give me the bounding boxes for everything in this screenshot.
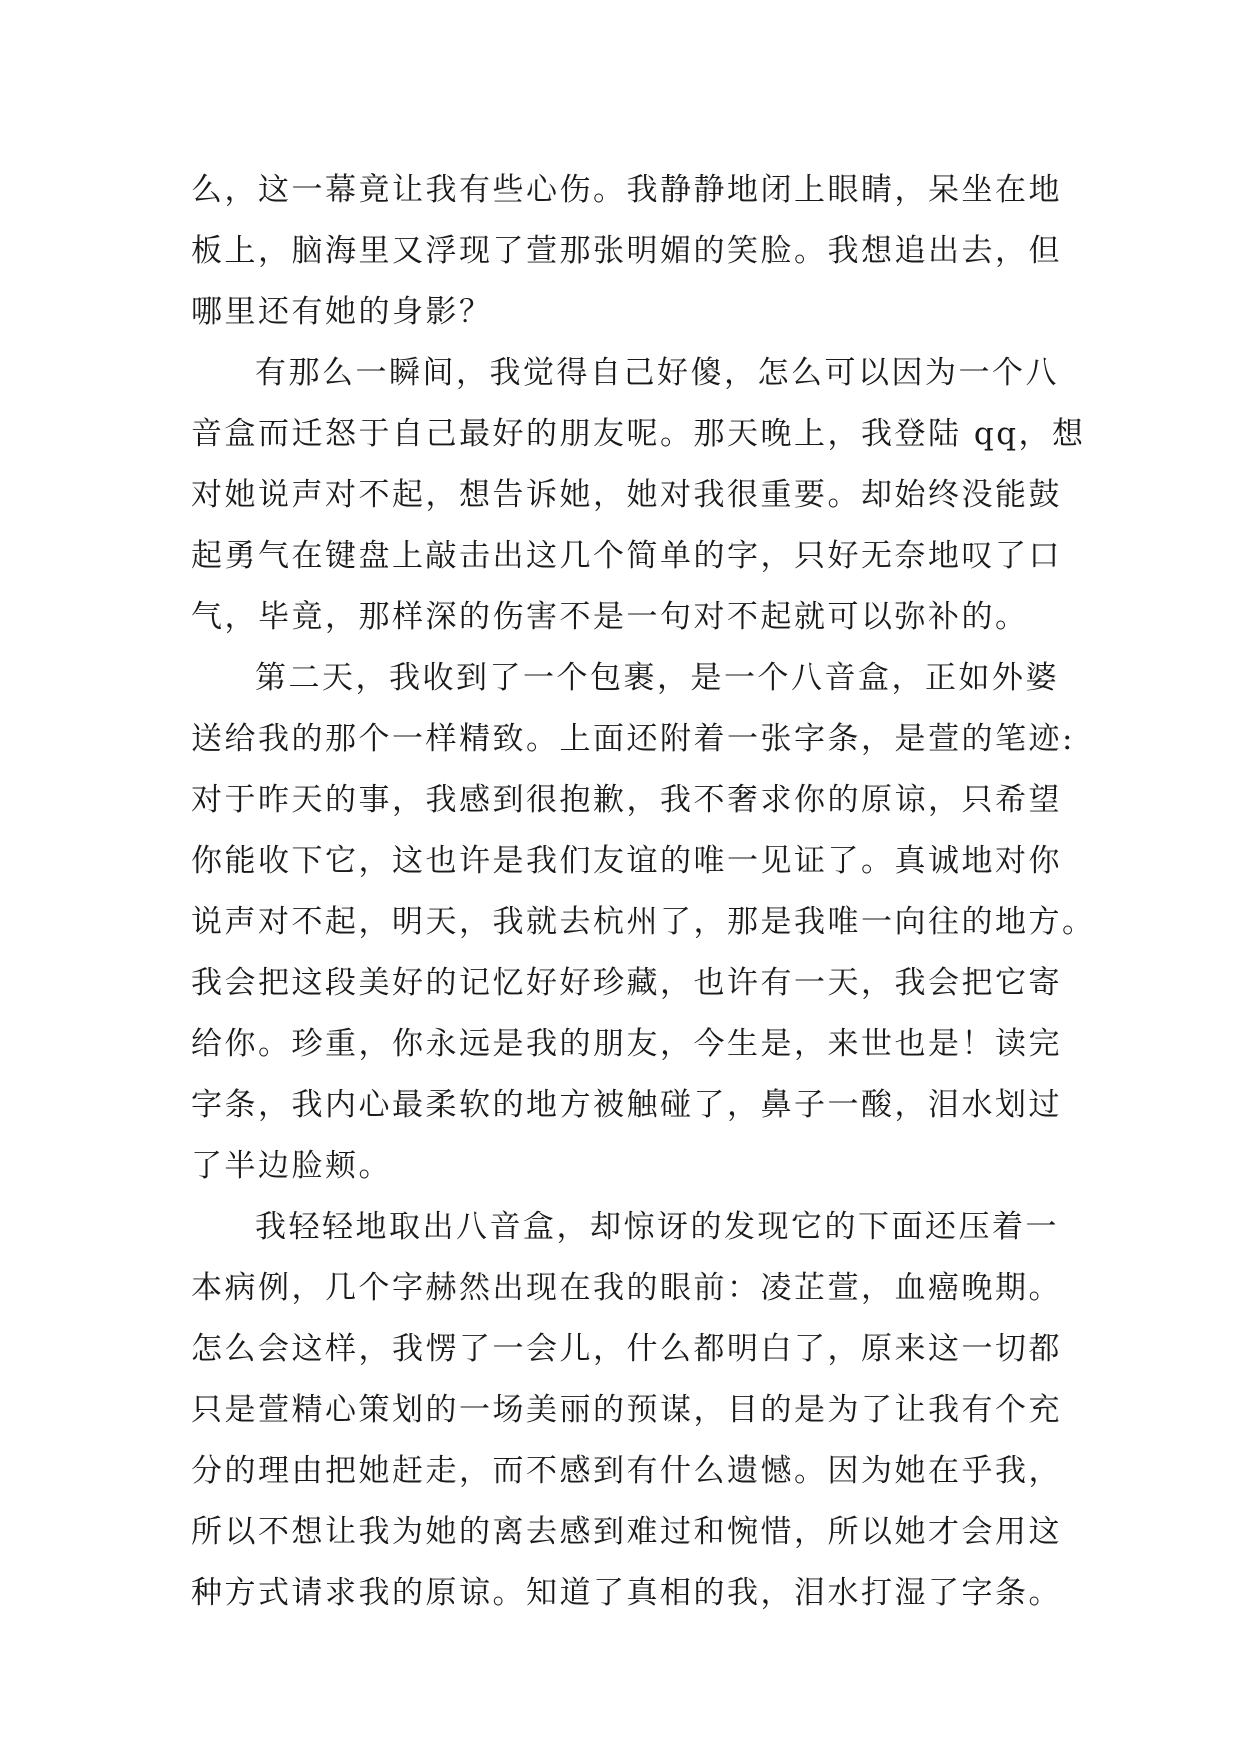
text-line: 第二天，我收到了一个包裹，是一个八音盒，正如外婆 — [255, 660, 1059, 696]
text-line: 有那么一瞬间，我觉得自己好傻，怎么可以因为一个八 — [255, 355, 1059, 391]
text-line: 音盒而迁怒于自己最好的朋友呢。那天晚上，我登陆 qq，想 — [191, 416, 1086, 452]
text-line: 送给我的那个一样精致。上面还附着一张字条，是萱的笔迹: — [191, 721, 1075, 757]
text-line: 我轻轻地取出八音盒，却惊讶的发现它的下面还压着一 — [255, 1209, 1059, 1245]
text-line: 板上，脑海里又浮现了萱那张明媚的笑脸。我想追出去，但 — [191, 233, 1062, 269]
text-line: 只是萱精心策划的一场美丽的预谋，目的是为了让我有个充 — [191, 1392, 1062, 1428]
text-line: 起勇气在键盘上敲击出这几个简单的字，只好无奈地叹了口 — [191, 538, 1062, 574]
paragraph-2 — [191, 343, 1086, 648]
text-line: 对她说声对不起，想告诉她，她对我很重要。却始终没能鼓 — [191, 477, 1062, 513]
text-line: 气，毕竟，那样深的伤害不是一句对不起就可以弥补的。 — [191, 599, 1029, 635]
text-line: 么，这一幕竟让我有些心伤。我静静地闭上眼睛，呆坐在地 — [191, 172, 1062, 208]
text-line: 哪里还有她的身影？ — [191, 294, 493, 330]
text-line: 我会把这段美好的记忆好好珍藏，也许有一天，我会把它寄 — [191, 965, 1062, 1001]
text-line: 说声对不起，明天，我就去杭州了，那是我唯一向往的地方。 — [191, 904, 1096, 940]
text-line: 字条，我内心最柔软的地方被触碰了，鼻子一酸，泪水划过 — [191, 1087, 1062, 1123]
text-line: 怎么会这样，我愣了一会儿，什么都明白了，原来这一切都 — [191, 1331, 1062, 1367]
text-line: 了半边脸颊。 — [191, 1148, 392, 1184]
paragraph-3 — [191, 648, 1096, 1197]
text-line: 分的理由把她赶走，而不感到有什么遗憾。因为她在乎我， — [191, 1453, 1062, 1489]
text-line: 对于昨天的事，我感到很抱歉，我不奢求你的原谅，只希望 — [191, 782, 1062, 818]
text-line: 你能收下它，这也许是我们友谊的唯一见证了。真诚地对你 — [191, 843, 1062, 879]
story-text — [191, 160, 1096, 1624]
text-line: 所以不想让我为她的离去感到难过和惋惜，所以她才会用这 — [191, 1514, 1062, 1550]
text-line: 种方式请求我的原谅。知道了真相的我，泪水打湿了字条。 — [191, 1575, 1062, 1611]
paragraph-1 — [191, 160, 1061, 343]
text-line: 本病例，几个字赫然出现在我的眼前：凌芷萱，血癌晚期。 — [191, 1270, 1062, 1306]
paragraph-4 — [191, 1197, 1061, 1624]
text-line: 给你。珍重，你永远是我的朋友，今生是，来世也是！读完 — [191, 1026, 1062, 1062]
